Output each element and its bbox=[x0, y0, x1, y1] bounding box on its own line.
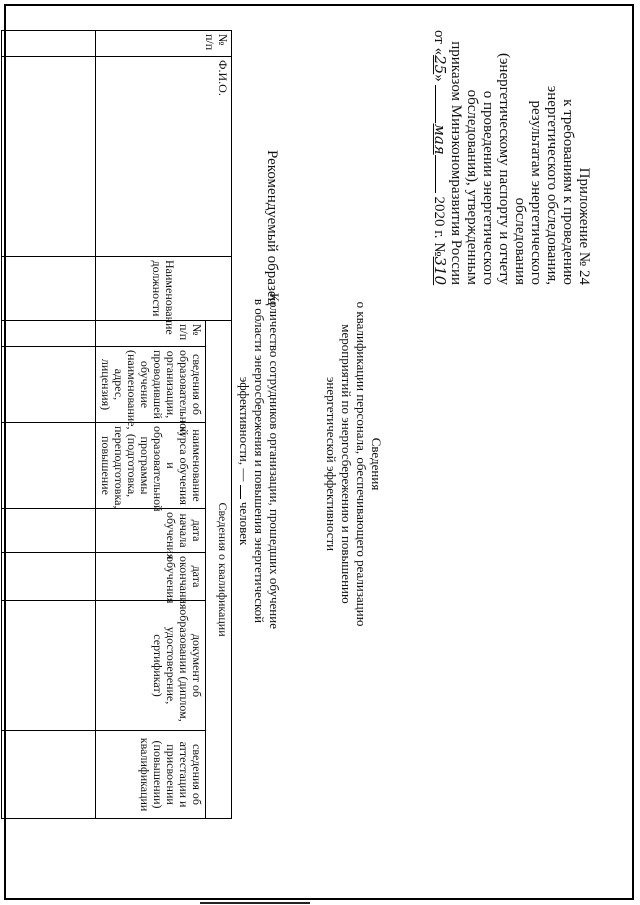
header-line: п/п bbox=[203, 34, 217, 51]
date-day: 25 bbox=[431, 55, 449, 75]
date-blank bbox=[435, 85, 447, 123]
col-fio-header: Ф.И.О. bbox=[96, 57, 232, 257]
table-row bbox=[2, 31, 96, 819]
header-line: сведения об bbox=[190, 354, 204, 415]
date-blank bbox=[435, 155, 447, 193]
header-line: присвоении bbox=[164, 744, 178, 805]
title-heading: Сведения bbox=[369, 437, 384, 491]
employee-count-statement bbox=[237, 256, 282, 666]
header-line: дата bbox=[190, 519, 204, 542]
annex-line: обследования bbox=[512, 197, 528, 285]
annex-line: обследования), утвержденным bbox=[464, 89, 480, 285]
annex-line: результатам энергетического bbox=[528, 100, 544, 285]
header-line: № bbox=[216, 34, 230, 46]
header-line: (наименование, bbox=[125, 350, 139, 430]
recommended-sample-label: Рекомендуемый образец bbox=[264, 150, 280, 306]
header-line: обучения bbox=[164, 556, 178, 604]
header-line: образовании (диплом, bbox=[177, 609, 191, 722]
header-line: сертификат) bbox=[151, 634, 165, 697]
table-cell[interactable] bbox=[2, 731, 96, 819]
date-number: 310 bbox=[431, 256, 449, 286]
header-line: № bbox=[190, 324, 204, 336]
col-num-header bbox=[96, 31, 232, 57]
header-line: удостоверение, bbox=[164, 626, 178, 705]
date-mid: » bbox=[431, 74, 447, 82]
count-line: Количество сотрудников организации, прошедших обучение bbox=[267, 292, 282, 629]
header-line: п/п bbox=[177, 324, 191, 341]
header-line: сведения об bbox=[190, 744, 204, 806]
header-line: аттестации и bbox=[177, 741, 191, 808]
header-line: курса обучения bbox=[177, 426, 191, 505]
annex-line: о проведении энергетического bbox=[480, 90, 496, 285]
title-line: мероприятий по энергосбережению и повышению bbox=[339, 324, 354, 604]
header-line: образовательной bbox=[151, 426, 165, 512]
header-line: проводившей bbox=[151, 350, 165, 419]
header-line: обучения bbox=[164, 512, 178, 560]
header-line: адрес, лицензия) bbox=[99, 358, 126, 411]
annex-line: (энергетическому паспорту и отчету bbox=[496, 52, 512, 285]
annex-line: приказом Минэкономразвития России bbox=[448, 41, 464, 285]
sub-num-header bbox=[96, 321, 206, 347]
sub-org-header bbox=[96, 347, 206, 436]
table-cell[interactable] bbox=[2, 57, 96, 257]
annex-line: к требованиям к проведению bbox=[560, 99, 576, 285]
scan-edge-mark bbox=[200, 902, 310, 904]
header-line: обучение bbox=[138, 360, 152, 409]
sub-attestation-header bbox=[96, 731, 206, 819]
header-line: программы bbox=[138, 436, 152, 495]
header-line: Наименование bbox=[163, 260, 178, 335]
annex-line: Приложение № 24 bbox=[576, 167, 592, 285]
table-cell[interactable] bbox=[2, 509, 96, 553]
qualification-group-header: Сведения о квалификации bbox=[206, 321, 232, 819]
header-line: должности bbox=[150, 260, 165, 317]
document-title bbox=[324, 254, 384, 674]
count-blank bbox=[240, 485, 251, 499]
header-line: наименование bbox=[190, 429, 204, 502]
header-line: начала bbox=[177, 513, 191, 548]
annex-block bbox=[431, 30, 592, 285]
table-cell[interactable] bbox=[2, 257, 96, 321]
date-month: мая bbox=[431, 123, 449, 155]
sub-start-date-header bbox=[96, 509, 206, 560]
annex-line: энергетического обследования, bbox=[544, 85, 560, 285]
header-line: переподготовка, bbox=[112, 426, 126, 509]
table-cell[interactable] bbox=[2, 601, 96, 731]
header-line: повышение bbox=[99, 436, 113, 495]
table-cell[interactable] bbox=[2, 321, 96, 347]
header-line: и bbox=[164, 462, 178, 469]
header-line: дата bbox=[190, 565, 204, 588]
table-header-row bbox=[206, 31, 232, 819]
table-cell[interactable] bbox=[2, 347, 96, 423]
qualification-table bbox=[1, 30, 232, 819]
table-cell[interactable] bbox=[2, 31, 96, 57]
header-line: образовательной bbox=[177, 350, 191, 436]
count-line: в области энергосбережения и повышения энергетической bbox=[252, 298, 267, 624]
date-prefix: от « bbox=[431, 30, 447, 56]
table-cell[interactable] bbox=[2, 553, 96, 601]
title-line: о квалификации персонала, обеспечивающего реализацию bbox=[354, 301, 369, 627]
count-prefix: эффективности, — bbox=[237, 376, 252, 482]
annex-date-line bbox=[431, 30, 448, 285]
sub-document-header bbox=[96, 601, 206, 731]
header-line: окончания bbox=[177, 556, 191, 610]
header-line: (повышении) bbox=[151, 740, 165, 809]
sub-course-header bbox=[96, 423, 206, 512]
date-year: 2020 г. № bbox=[431, 196, 447, 257]
header-line: квалификации bbox=[138, 737, 152, 812]
title-line: энергетической эффективности bbox=[324, 376, 339, 552]
sub-end-date-header bbox=[96, 553, 206, 610]
count-suffix: человек bbox=[237, 501, 252, 546]
header-line: (подготовка, bbox=[125, 433, 139, 498]
header-line: документ об bbox=[190, 633, 204, 698]
header-line: организации, bbox=[164, 350, 178, 419]
table-cell[interactable] bbox=[2, 423, 96, 509]
count-line-last bbox=[237, 256, 252, 666]
